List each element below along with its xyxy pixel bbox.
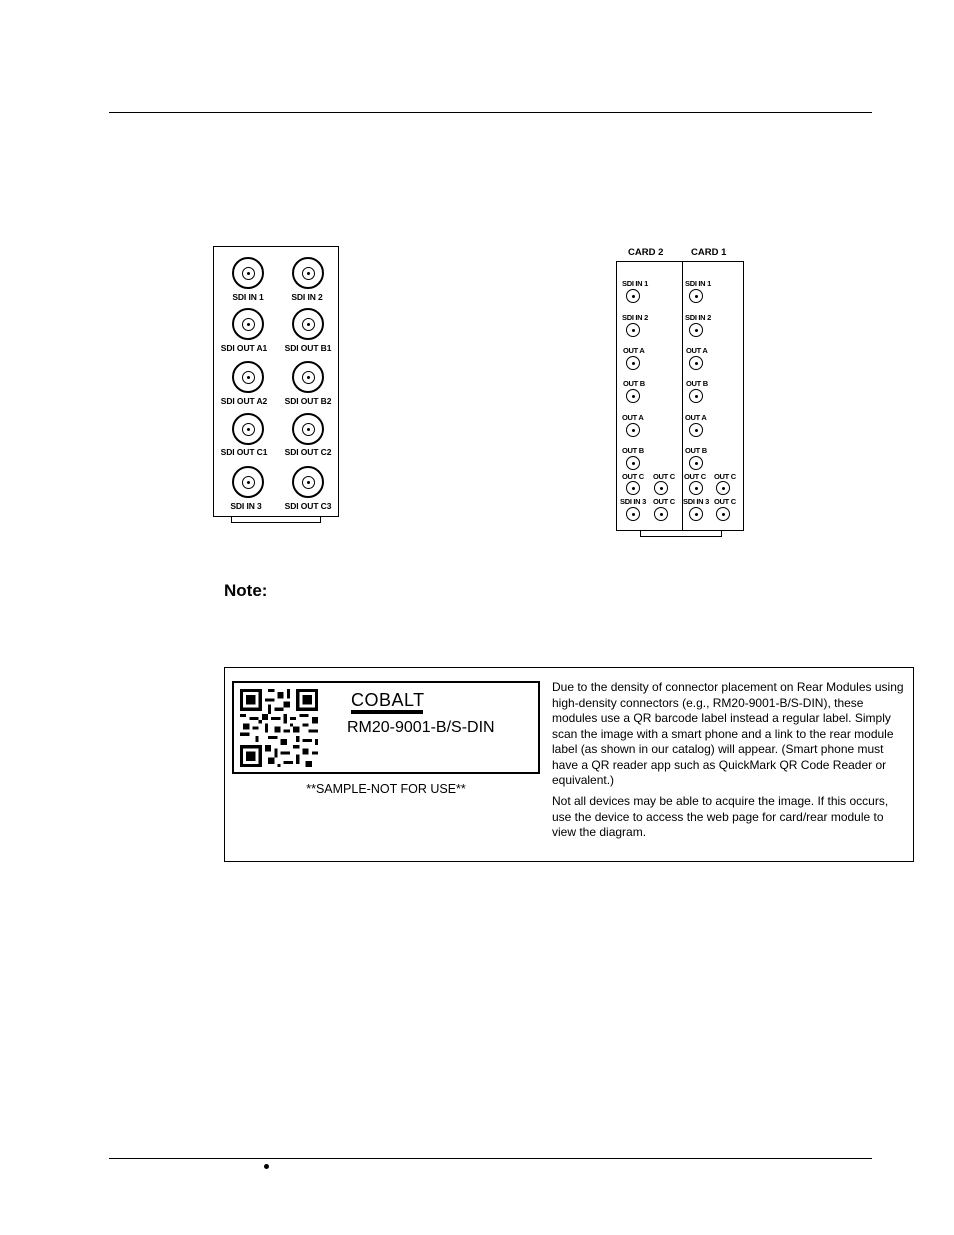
- bnc-connector-icon: [292, 466, 324, 498]
- connector-label: OUT A: [685, 413, 707, 422]
- card-2-header: CARD 2: [628, 247, 664, 258]
- din-connector-icon: [689, 289, 703, 303]
- din-connector-icon: [689, 356, 703, 370]
- bnc-connector-icon: [232, 308, 264, 340]
- bnc-connector-icon: [292, 361, 324, 393]
- connector-label: SDI OUT C1: [220, 447, 268, 457]
- din-connector-icon: [689, 481, 703, 495]
- connector-label: OUT B: [623, 379, 645, 388]
- connector-label: OUT C: [653, 472, 675, 481]
- bnc-connector-icon: [232, 413, 264, 445]
- bnc-connector-icon: [232, 257, 264, 289]
- din-connector-icon: [689, 456, 703, 470]
- connector-label: SDI IN 3: [683, 497, 709, 506]
- note-paragraph-2: Not all devices may be able to acquire the image. If this occurs, use the device to access the web page for card/rear module to view the diagram.: [552, 794, 889, 839]
- header-rule: [109, 112, 872, 113]
- note-heading: Note:: [224, 581, 268, 600]
- bnc-connector-icon: [292, 308, 324, 340]
- din-connector-icon: [626, 289, 640, 303]
- connector-label: OUT C: [684, 472, 706, 481]
- din-connector-icon: [626, 481, 640, 495]
- connector-label: OUT A: [622, 413, 644, 422]
- connector-label: SDI OUT C2: [284, 447, 332, 457]
- connector-label: SDI OUT B1: [284, 343, 332, 353]
- footer-rule: [109, 1158, 872, 1159]
- rear-module-bnc-tab: [231, 516, 321, 523]
- din-connector-icon: [689, 507, 703, 521]
- connector-label: SDI IN 2: [291, 292, 323, 302]
- card-divider: [682, 261, 683, 531]
- card-1-header: CARD 1: [691, 247, 727, 258]
- note-paragraph-1: Due to the density of connector placement on Rear Modules using high-density connectors (e.g., RM20-9001-B/S-DIN), these modules use a QR barcode label instead a regular label. Simply scan the image with a smart phone and a link to the rear module label (as shown in our catalog) will appear. (Smart phone must have a QR reader app such as QuickMark QR Code Reader or equivalent.): [552, 680, 904, 787]
- connector-label: SDI IN 3: [620, 497, 646, 506]
- din-connector-icon: [626, 323, 640, 337]
- connector-label: SDI IN 1: [232, 292, 264, 302]
- connector-label: OUT C: [714, 497, 736, 506]
- din-connector-icon: [626, 507, 640, 521]
- din-connector-icon: [654, 507, 668, 521]
- din-connector-icon: [626, 356, 640, 370]
- bnc-connector-icon: [292, 413, 324, 445]
- bnc-connector-icon: [292, 257, 324, 289]
- connector-label: SDI IN 1: [622, 279, 648, 288]
- connector-label: SDI IN 3: [230, 501, 262, 511]
- rear-module-hd-tab: [640, 530, 722, 537]
- connector-label: SDI IN 2: [685, 313, 711, 322]
- connector-label: SDI OUT C3: [284, 501, 332, 511]
- qr-code-icon: [240, 689, 318, 767]
- connector-label: OUT B: [686, 379, 708, 388]
- connector-label: SDI IN 1: [685, 279, 711, 288]
- din-connector-icon: [716, 507, 730, 521]
- din-connector-icon: [689, 389, 703, 403]
- bnc-connector-icon: [232, 466, 264, 498]
- connector-label: OUT B: [622, 446, 644, 455]
- connector-label: OUT C: [714, 472, 736, 481]
- bnc-connector-icon: [232, 361, 264, 393]
- din-connector-icon: [654, 481, 668, 495]
- din-connector-icon: [626, 456, 640, 470]
- cobalt-logo-bar: [351, 710, 423, 714]
- connector-label: SDI IN 2: [622, 313, 648, 322]
- connector-label: OUT C: [622, 472, 644, 481]
- connector-label: OUT A: [686, 346, 708, 355]
- connector-label: OUT B: [685, 446, 707, 455]
- part-number: RM20-9001-B/S-DIN: [347, 719, 495, 736]
- connector-label: SDI OUT A2: [220, 396, 268, 406]
- din-connector-icon: [689, 323, 703, 337]
- footer-bullet: [264, 1164, 269, 1169]
- din-connector-icon: [689, 423, 703, 437]
- din-connector-icon: [626, 389, 640, 403]
- connector-label: SDI OUT A1: [220, 343, 268, 353]
- sample-caption: **SAMPLE-NOT FOR USE**: [306, 782, 466, 796]
- connector-label: SDI OUT B2: [284, 396, 332, 406]
- din-connector-icon: [626, 423, 640, 437]
- din-connector-icon: [716, 481, 730, 495]
- connector-label: OUT C: [653, 497, 675, 506]
- cobalt-logo-text: COBALT: [351, 690, 425, 710]
- connector-label: OUT A: [623, 346, 645, 355]
